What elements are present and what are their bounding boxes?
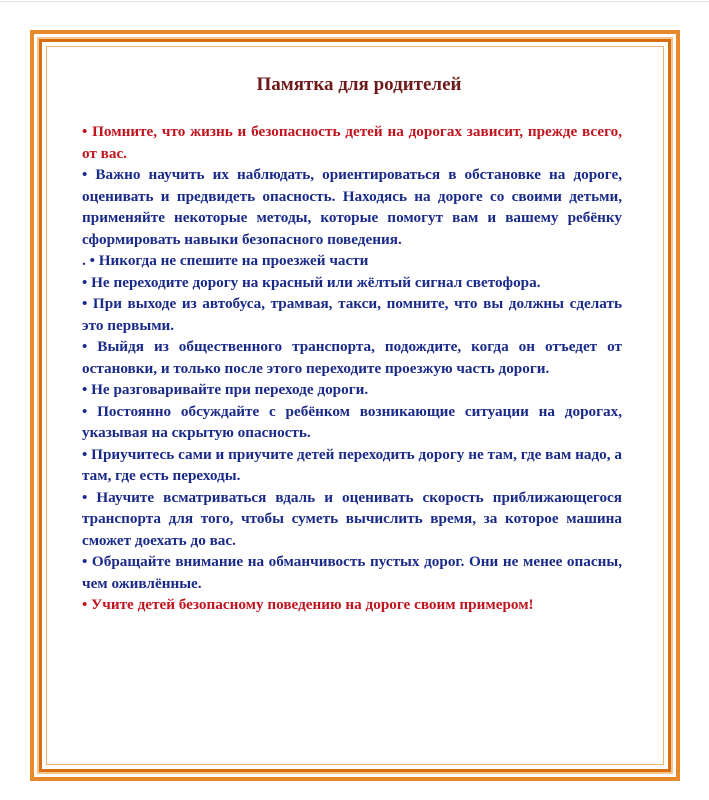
memo-item: • Помните, что жизнь и безопасность детей на дорогах зависит, прежде всего, от вас. — [82, 123, 622, 162]
memo-item: • Приучитесь сами и приучите детей переходить дорогу не там, где вам надо, а там, где есть переходы. — [82, 445, 622, 484]
memo-item: • Выйдя из общественного транспорта, подождите, когда он отъедет от остановки, и только после этого переходите проезжую часть дороги. — [82, 338, 622, 377]
memo-item: • Постоянно обсуждайте с ребёнком возникающие ситуации на дорогах, указывая на скрытую опасность. — [82, 402, 622, 441]
page-title: Памятка для родителей — [256, 74, 462, 95]
memo-item: • При выходе из автобуса, трамвая, такси, помните, что вы должны сделать это первыми. — [82, 295, 622, 334]
top-divider — [0, 1, 709, 2]
memo-item: • Важно научить их наблюдать, ориентироваться в обстановке на дороге, оценивать и предвидеть опасность. Находясь на дороге со своими детьми, применяйте некоторые методы, которые помогут вам и вашему ребёнку сформировать навыки безопасного поведения. — [82, 166, 622, 248]
memo-item: • Не разговаривайте при переходе дороги. — [82, 381, 369, 398]
memo-item: • Научите всматриваться вдаль и оценивать скорость приближающегося транспорта для того, чтобы суметь вычислить время, за которое машина сможет доехать до вас. — [82, 488, 622, 549]
memo-list — [82, 121, 622, 616]
memo-item: . • Никогда не спешите на проезжей части — [82, 252, 369, 269]
memo-content — [82, 70, 622, 616]
memo-item: • Не переходите дорогу на красный или жёлтый сигнал светофора. — [82, 273, 541, 291]
memo-item: • Учите детей безопасному поведению на дороге своим примером! — [82, 596, 534, 613]
memo-item: • Обращайте внимание на обманчивость пустых дорог. Они не менее опасны, чем оживлённые. — [82, 553, 622, 592]
